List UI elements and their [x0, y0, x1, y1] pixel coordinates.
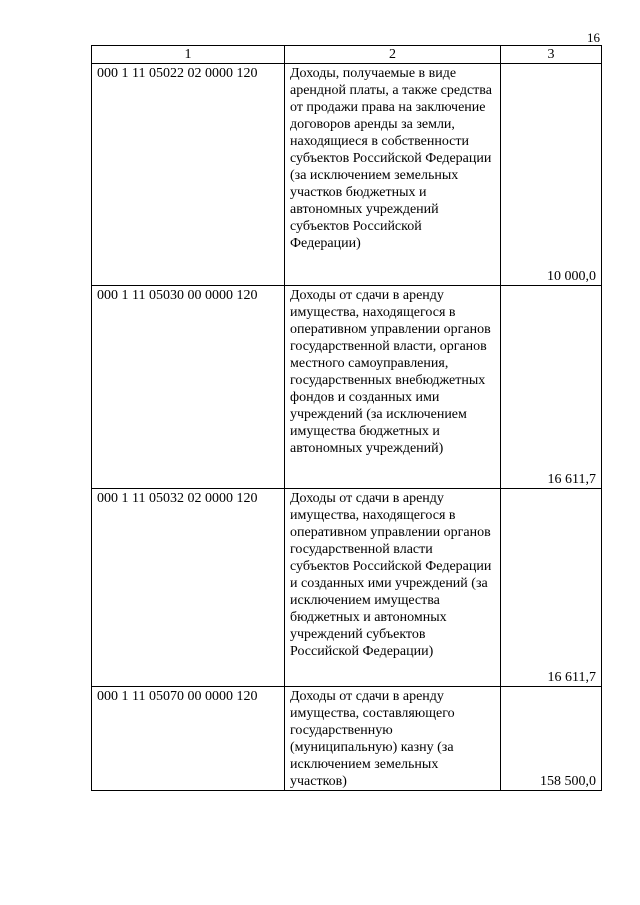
header-col-1: 1	[92, 46, 285, 64]
revenue-amount: 16 611,7	[501, 489, 602, 687]
page-number: 16	[587, 30, 600, 45]
header-col-2: 2	[285, 46, 501, 64]
revenue-name: Доходы, получаемые в виде арендной платы, а также средства от продажи права на заключение договоров аренды за земли, находящиеся в собственности субъектов Российской Федерации (за исключением земельных участков бюджетных и автономных учреждений субъектов Российской Федерации)	[285, 64, 501, 286]
table-row	[92, 286, 602, 489]
revenue-code: 000 1 11 05032 02 0000 120	[92, 489, 285, 687]
revenue-amount: 10 000,0	[501, 64, 602, 286]
revenue-code: 000 1 11 05030 00 0000 120	[92, 286, 285, 489]
table-row	[92, 687, 602, 791]
revenue-table	[91, 45, 602, 791]
revenue-code: 000 1 11 05022 02 0000 120	[92, 64, 285, 286]
table-row	[92, 64, 602, 286]
header-col-3: 3	[501, 46, 602, 64]
table-row	[92, 489, 602, 687]
revenue-name: Доходы от сдачи в аренду имущества, находящегося в оперативном управлении органов государственной власти субъектов Российской Федерации и созданных ими учреждений (за исключением имущества бюджетных и автономных учреждений субъектов Российской Федерации)	[285, 489, 501, 687]
header-row	[92, 46, 602, 64]
revenue-amount: 16 611,7	[501, 286, 602, 489]
revenue-code: 000 1 11 05070 00 0000 120	[92, 687, 285, 791]
table-body	[92, 64, 602, 791]
revenue-name: Доходы от сдачи в аренду имущества, составляющего государственную (муниципальную) казну (за исключением земельных участков)	[285, 687, 501, 791]
revenue-name: Доходы от сдачи в аренду имущества, находящегося в оперативном управлении органов государственной власти, органов местного самоуправления, государственных внебюджетных фондов и созданных ими учреждений (за исключением имущества бюджетных и автономных учреждений)	[285, 286, 501, 489]
revenue-amount: 158 500,0	[501, 687, 602, 791]
table-header	[92, 46, 602, 64]
